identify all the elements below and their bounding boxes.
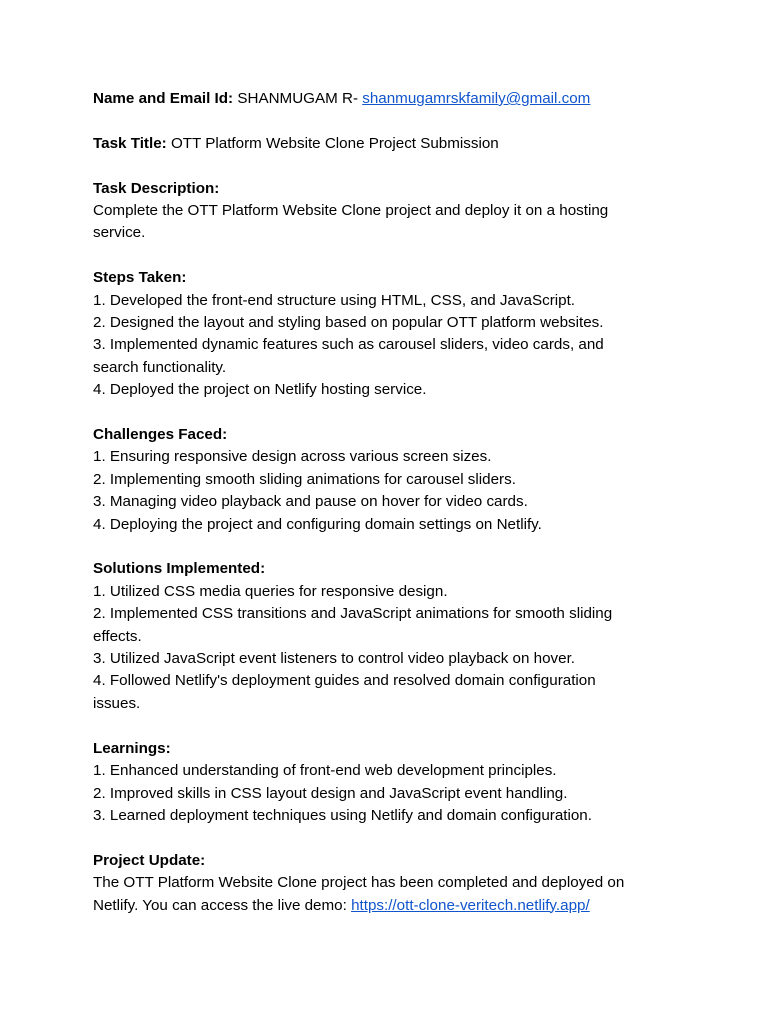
learnings-item: 1. Enhanced understanding of front-end web development principles.: [93, 762, 557, 780]
steps-taken-item: 1. Developed the front-end structure using HTML, CSS, and JavaScript.: [93, 291, 576, 309]
solutions-item: 2. Implemented CSS transitions and JavaScript animations for smooth sliding: [93, 605, 613, 623]
task-description-line: service.: [93, 224, 146, 242]
email-link[interactable]: shanmugamrskfamily@gmail.com: [362, 90, 591, 107]
project-update-line: The OTT Platform Website Clone project has been completed and deployed on: [93, 874, 625, 892]
spacer: [93, 715, 688, 737]
steps-taken-heading: Steps Taken:: [93, 269, 187, 287]
project-update-text: Netlify. You can access the live demo:: [93, 896, 347, 914]
challenges-item: 2. Implementing smooth sliding animations for carousel sliders.: [93, 470, 516, 488]
solutions-item: 1. Utilized CSS media queries for responsive design.: [93, 582, 448, 600]
task-title-label: Task Title:: [93, 134, 167, 152]
name-email-label: Name and Email Id:: [93, 90, 234, 107]
challenges-heading: Challenges Faced:: [93, 426, 228, 444]
solutions-item: 4. Followed Netlify's deployment guides and resolved domain configuration: [93, 672, 596, 690]
task-title-value: OTT Platform Website Clone Project Submission: [170, 134, 499, 152]
spacer: [93, 827, 688, 849]
solutions-item: effects.: [93, 627, 142, 645]
project-update-heading: Project Update:: [93, 851, 206, 869]
steps-taken-item: 3. Implemented dynamic features such as carousel sliders, video cards, and: [93, 336, 604, 354]
spacer: [93, 536, 688, 558]
challenges-item: 4. Deploying the project and configuring domain settings on Netlify.: [93, 515, 542, 533]
solutions-item: issues.: [93, 694, 141, 712]
challenges-item: 3. Managing video playback and pause on hover for video cards.: [93, 493, 528, 511]
project-update-line: [93, 895, 688, 917]
steps-taken-item: 4. Deployed the project on Netlify hosting service.: [93, 381, 427, 399]
spacer: [93, 245, 688, 267]
steps-taken-item: search functionality.: [93, 358, 227, 376]
learnings-heading: Learnings:: [93, 739, 171, 757]
steps-taken-item: 2. Designed the layout and styling based on popular OTT platform websites.: [93, 314, 604, 332]
task-title-line: [93, 133, 688, 155]
learnings-item: 3. Learned deployment techniques using Netlify and domain configuration.: [93, 806, 592, 824]
demo-link[interactable]: https://ott-clone-veritech.netlify.app/: [351, 896, 590, 914]
spacer: [93, 155, 688, 177]
name-email-line: [93, 88, 688, 110]
solutions-item: 3. Utilized JavaScript event listeners to control video playback on hover.: [93, 650, 576, 668]
name-value: SHANMUGAM R-: [237, 90, 358, 107]
learnings-item: 2. Improved skills in CSS layout design and JavaScript event handling.: [93, 784, 568, 802]
challenges-item: 1. Ensuring responsive design across various screen sizes.: [93, 448, 492, 466]
spacer: [93, 110, 688, 132]
solutions-heading: Solutions Implemented:: [93, 560, 266, 578]
spacer: [93, 402, 688, 424]
task-description-heading: Task Description:: [93, 179, 220, 197]
task-description-line: Complete the OTT Platform Website Clone project and deploy it on a hosting: [93, 202, 609, 219]
